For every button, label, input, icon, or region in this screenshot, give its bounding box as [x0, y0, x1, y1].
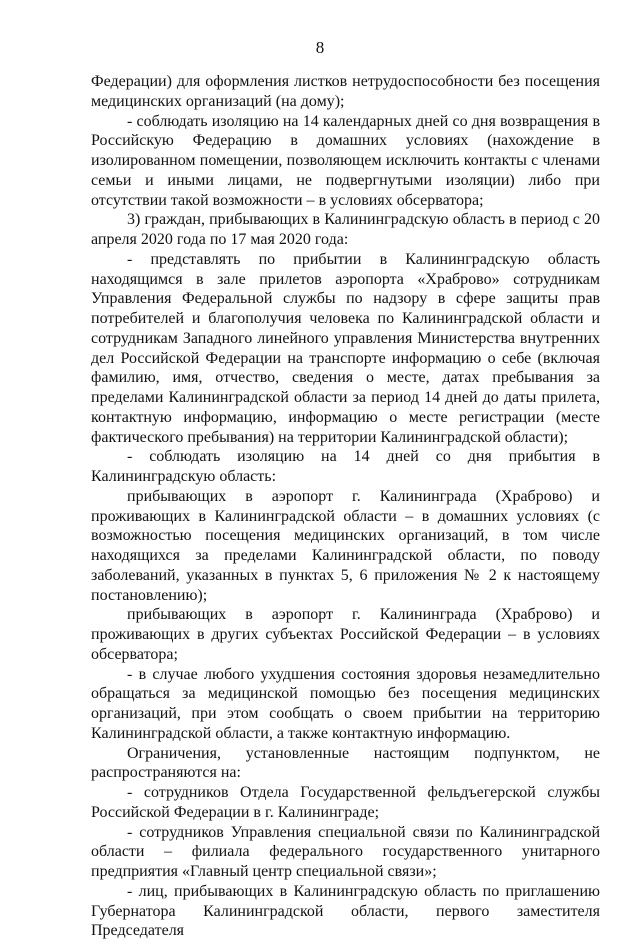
- paragraph: Федерации) для оформления листков нетрудоспособности без посещения медицинских организаций (на дому);: [91, 73, 600, 110]
- paragraph: Ограничения, установленные настоящим подпунктом, не распространяются на:: [91, 744, 600, 782]
- paragraph: - лиц, прибывающих в Калининградскую область по приглашению Губернатора Калининградской области, первого заместителя Председателя: [91, 882, 600, 940]
- paragraph: - в случае любого ухудшения состояния здоровья незамедлительно обращаться за медицинской помощью без посещения медицинских организаций, при этом сообщать о своем прибытии на территорию Калининградской области, а также контактную информацию.: [91, 665, 600, 742]
- paragraph: - соблюдать изоляцию на 14 календарных дней со дня возвращения в Российскую Федерацию в домашних условиях (нахождение в изолированном помещении, позволяющем исключить контакты с членами семьи и иными лицами, не подвергнутыми изоляции) либо при отсутствии такой возможности – в условиях обсерватора;: [91, 112, 600, 209]
- page-number: 8: [315, 38, 325, 57]
- paragraph: - сотрудников Отдела Государственной фельдъегерской службы Российской Федерации в г. Калининграде;: [91, 784, 600, 821]
- paragraph: 3) граждан, прибывающих в Калининградскую область в период с 20 апреля 2020 года по 17 мая 2020 года:: [91, 211, 600, 248]
- document-body: [91, 72, 600, 941]
- paragraph: - соблюдать изоляцию на 14 дней со дня прибытия в Калининградскую область:: [91, 448, 600, 485]
- paragraph: - представлять по прибытии в Калининградскую область находящимся в зале прилетов аэропорта «Храброво» сотрудникам Управления Федеральной службы по надзору в сфере защиты прав потребителей и благополучия человека по Калининградской области и сотрудникам Западного линейного управления Министерства внутренних дел Российской Федерации на транспорте информацию о себе (включая фамилию, имя, отчество, сведения о месте, датах пребывания за пределами Калининградской области за период 14 дней до даты прилета, контактную информацию, информацию о месте регистрации (месте фактического пребывания) на территории Калининградской области);: [91, 250, 600, 446]
- paragraph: прибывающих в аэропорт г. Калининграда (Храброво) и проживающих в Калининградской области – в домашних условиях (с возможностью посещения медицинских организаций, в том числе находящихся за пределами Калининградской области, по поводу заболеваний, указанных в пунктах 5, 6 приложения № 2 к настоящему постановлению);: [91, 487, 600, 604]
- paragraph: прибывающих в аэропорт г. Калининграда (Храброво) и проживающих в других субъектах Российской Федерации – в условиях обсерватора;: [91, 606, 600, 663]
- paragraph: - сотрудников Управления специальной связи по Калининградской области – филиала федерального государственного унитарного предприятия «Главный центр специальной связи»;: [91, 823, 600, 880]
